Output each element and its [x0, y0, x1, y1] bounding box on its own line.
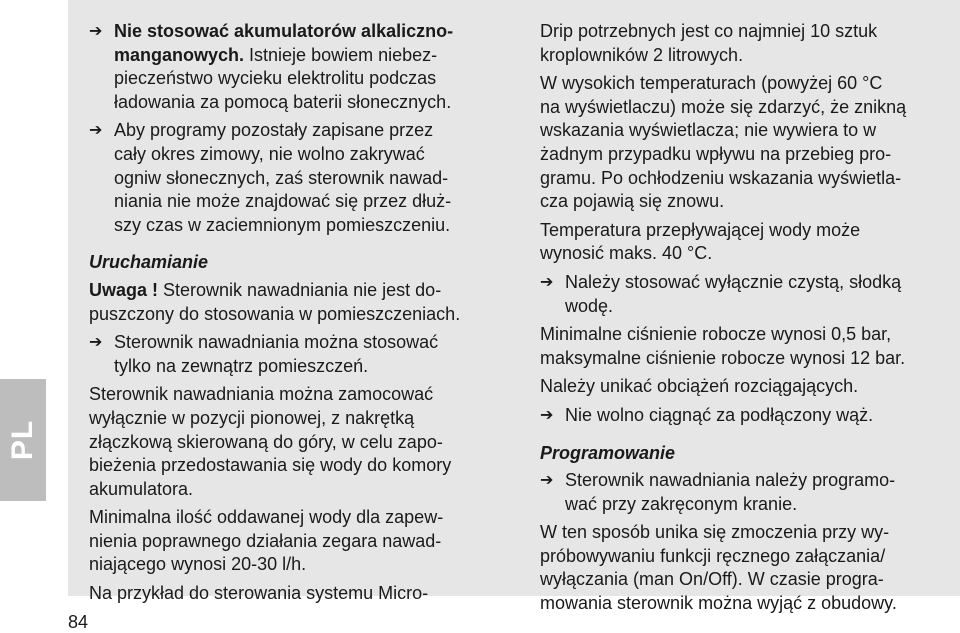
text-line: Nie wolno ciągnąć za podłączony wąż. [565, 404, 874, 425]
bullet-clean-water [540, 271, 948, 318]
text-line: pieczeństwo wycieku elektrolitu podczas [114, 68, 437, 89]
example-paragraph [89, 582, 489, 606]
text-line: Sterownik nawadniania można stosować [114, 332, 439, 353]
text-line: złączkową skierowaną do góry, w celu zapo- [89, 431, 443, 452]
text-line: bieżenia przedostawania się wody do komory [89, 455, 452, 476]
text-line: Drip potrzebnych jest co najmniej 10 sztuk [540, 21, 878, 41]
text-line: gramu. Po ochłodzeniu wskazania wyświetla- [540, 167, 902, 188]
language-tab-label: PL [6, 419, 39, 461]
text-line: Uwaga ! Sterownik nawadniania nie jest do- [89, 279, 442, 300]
text-line: żadnym przypadku wpływu na przebieg pro- [540, 143, 892, 164]
text-line: próbowywaniu funkcji ręcznego załączania/ [540, 545, 886, 566]
text-line: Należy stosować wyłącznie czystą, słodką [565, 271, 902, 292]
section-heading-programming: Programowanie [540, 442, 676, 463]
arrow-icon: ➔ [540, 273, 554, 291]
arrow-icon: ➔ [89, 122, 103, 140]
language-tab [0, 379, 46, 501]
text-line: kroplowników 2 litrowych. [540, 44, 744, 65]
mounting-paragraph [89, 383, 489, 501]
bullet-no-alkaline [89, 20, 489, 114]
text-line: Na przykład do sterowania systemu Micro- [89, 583, 429, 604]
text-line: puszczony do stosowania w pomieszczeniach. [89, 303, 461, 324]
warning-paragraph [89, 279, 489, 326]
text-line: nienia poprawnego działania zegara nawad- [89, 530, 442, 551]
tension-paragraph [540, 375, 948, 399]
text-line: W wysokich temperaturach (powyżej 60 °C [540, 73, 883, 94]
text-line: na wyświetlaczu) może się zdarzyć, że znikną [540, 96, 907, 117]
text-line: wyłącznie w pozycji pionowej, z nakrętką [89, 407, 415, 428]
water-temperature-paragraph [540, 219, 948, 266]
text-line: Minimalna ilość oddawanej wody dla zapew- [89, 507, 444, 528]
text-line: W ten sposób unika się zmoczenia przy wy- [540, 522, 890, 543]
arrow-icon: ➔ [89, 23, 103, 40]
arrow-icon: ➔ [540, 406, 554, 424]
text-line: wynosić maks. 40 °C. [540, 243, 713, 264]
text-line: Temperatura przepływającej wody może [540, 219, 861, 240]
text-line: wyłączania (man On/Off). W czasie progra- [540, 569, 884, 590]
text-line: cały okres zimowy, nie wolno zakrywać [114, 143, 425, 164]
page-number: 84 [68, 612, 89, 632]
section-heading-start: Uruchamianie [89, 252, 209, 273]
text-line: ogniw słonecznych, zaś sterownik nawad- [114, 167, 449, 188]
text-line: wodę. [565, 295, 614, 316]
text-line: szy czas w zaciemnionym pomieszczeniu. [114, 214, 451, 235]
pressure-paragraph [540, 323, 948, 370]
arrow-icon: ➔ [540, 472, 554, 490]
text-line: tylko na zewnątrz pomieszczeń. [114, 355, 369, 376]
bullet-winter-storage [89, 119, 489, 237]
text-line: ładowania za pomocą baterii słonecznych. [114, 91, 452, 112]
bullet-program-tap-closed [540, 469, 948, 516]
left-column [89, 20, 489, 611]
bullet-no-pulling-hose [540, 404, 948, 428]
right-column [540, 20, 948, 621]
text-line: akumulatora. [89, 478, 194, 499]
text-line: manganowych. Istnieje bowiem niebez- [114, 44, 438, 65]
text-line: mowania sterownik można wyjąć z obudowy. [540, 593, 897, 614]
text-line: wskazania wyświetlacza; nie wywiera to w [540, 120, 877, 141]
text-line: niania nie może znajdować się przez dłuż- [114, 191, 452, 212]
text-line: Sterownik nawadniania można zamocować [89, 384, 434, 405]
drip-paragraph [540, 20, 948, 67]
bullet-outdoor-only [89, 331, 489, 378]
text-line: Minimalne ciśnienie robocze wynosi 0,5 bar, [540, 324, 892, 345]
text-line: maksymalne ciśnienie robocze wynosi 12 bar. [540, 347, 906, 368]
temperature-display-paragraph [540, 72, 948, 214]
min-water-paragraph [89, 506, 489, 577]
arrow-icon: ➔ [89, 334, 103, 352]
text-line: Należy unikać obciążeń rozciągających. [540, 376, 859, 397]
programming-paragraph [540, 521, 948, 615]
text-line: Sterownik nawadniania należy programo- [565, 470, 896, 491]
text-line: niającego wynosi 20-30 l/h. [89, 554, 307, 575]
text-line: wać przy zakręconym kranie. [565, 493, 798, 514]
text-line: Nie stosować akumulatorów alkaliczno- [114, 21, 454, 41]
text-line: Aby programy pozostały zapisane przez [114, 120, 434, 141]
text-line: cza pojawią się znowu. [540, 191, 725, 212]
